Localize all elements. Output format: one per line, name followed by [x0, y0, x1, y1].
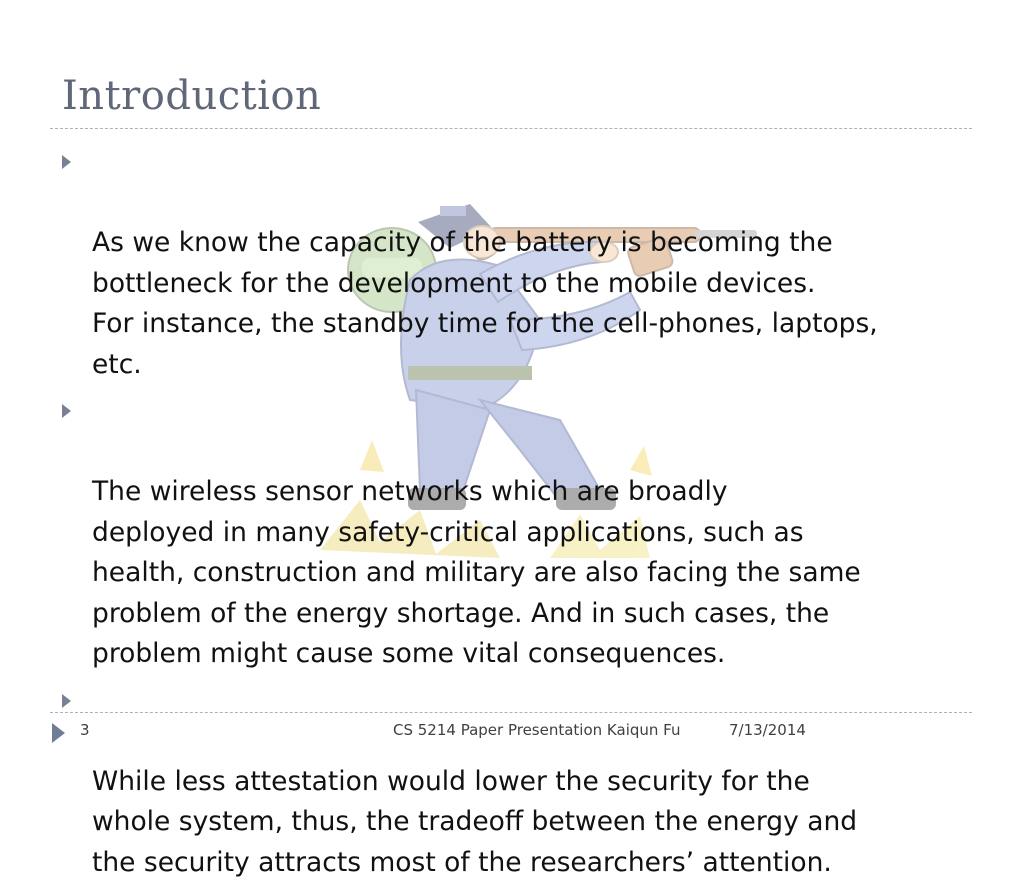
- bullet-item: [62, 681, 974, 884]
- bullet-text: The wireless sensor networks which are broadly deployed in many safety-critical applications, such as health, construction and military are also facing the same problem of the energy shortage. And in such cases, the problem might cause some vital consequences.: [92, 476, 861, 669]
- bullet-item: [62, 391, 974, 675]
- page-number: 3: [80, 721, 90, 739]
- footer-divider: [50, 712, 972, 713]
- footer-date: 7/13/2014: [729, 721, 806, 739]
- bullet-list: [62, 142, 974, 889]
- slide-title: Introduction: [62, 73, 322, 119]
- bullet-item: [62, 142, 974, 385]
- bullet-text: While less attestation would lower the security for the whole system, thus, the tradeoff between the energy and the security attracts most of the researchers’ attention.: [92, 765, 858, 878]
- title-divider: [50, 128, 972, 129]
- triangle-nav-icon: [52, 723, 65, 743]
- bullet-text: As we know the capacity of the battery is becoming the bottleneck for the development to the mobile devices. For instance, the standby time for the cell-phones, laptops, etc.: [92, 227, 878, 380]
- triangle-bullet-icon: [62, 155, 71, 169]
- triangle-bullet-icon: [62, 694, 71, 708]
- footer-presentation-title: CS 5214 Paper Presentation Kaiqun Fu: [393, 721, 681, 739]
- triangle-bullet-icon: [62, 404, 71, 418]
